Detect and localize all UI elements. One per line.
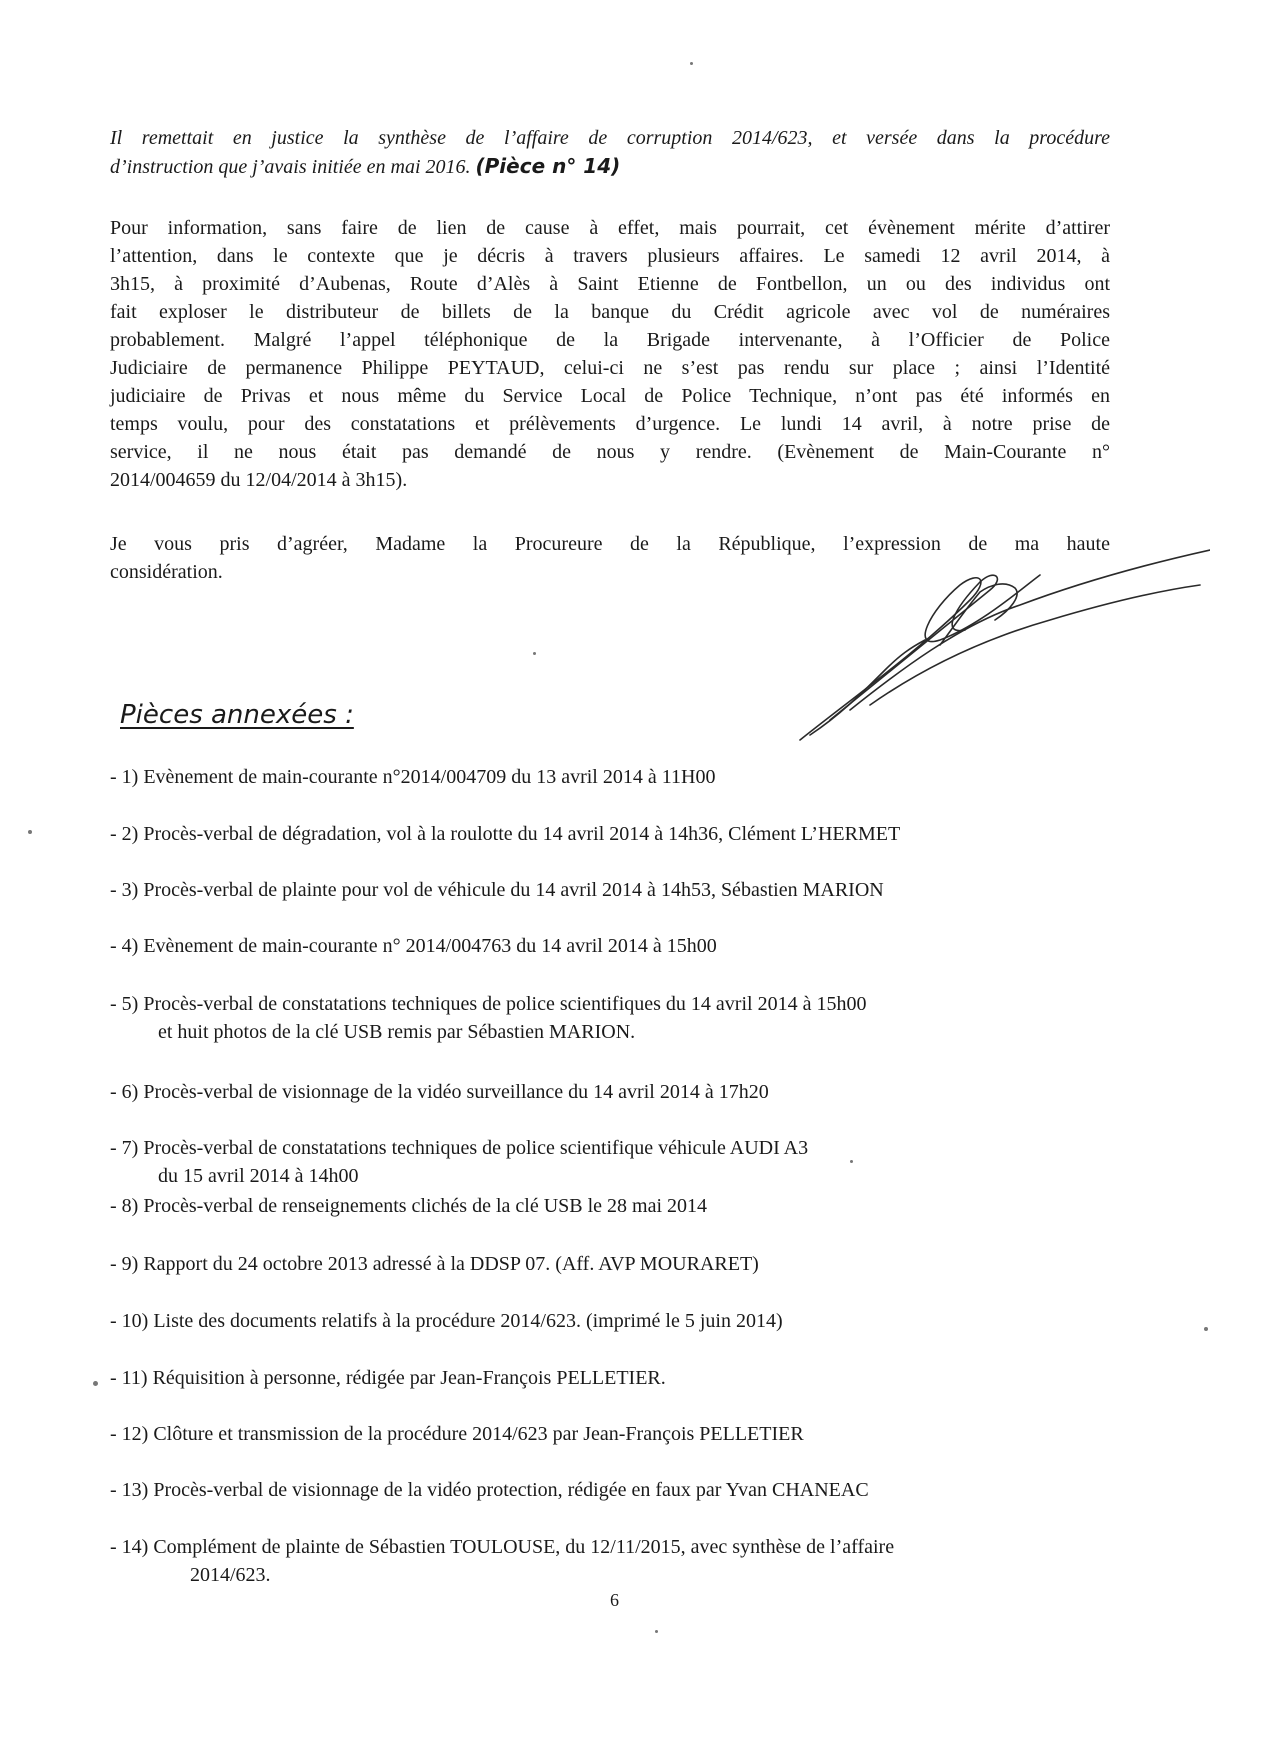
annex-item-line: - 10) Liste des documents relatifs à la procédure 2014/623. (imprimé le 5 juin 2014) [110, 1310, 783, 1332]
scan-speck [850, 1160, 853, 1163]
scan-speck [28, 830, 32, 834]
scan-speck [533, 652, 536, 655]
closing-line-1: Je vous pris d’agréer, Madame la Procureure de la République, l’expression de ma haute [110, 533, 1110, 555]
annex-item-line: - 7) Procès-verbal de constatations techniques de police scientifique véhicule AUDI A3 [110, 1137, 809, 1159]
scan-speck [93, 1381, 98, 1386]
annex-item-line: - 11) Réquisition à personne, rédigée par Jean-François PELLETIER. [110, 1367, 666, 1389]
annex-item [110, 1192, 707, 1220]
annex-item-line: 2014/623. [190, 1564, 271, 1586]
annex-item [110, 990, 866, 1046]
annex-item [110, 763, 715, 791]
closing-line-2: considération. [110, 561, 223, 583]
annex-item-line: - 14) Complément de plainte de Sébastien TOULOUSE, du 12/11/2015, avec synthèse de l’affaire [110, 1536, 895, 1558]
information-paragraph [110, 214, 1110, 494]
annex-item-line: et huit photos de la clé USB remis par Sébastien MARION. [158, 1021, 636, 1043]
info-line-10: 2014/004659 du 12/04/2014 à 3h15). [110, 469, 408, 491]
annex-item [110, 1307, 783, 1335]
annexes-heading: Pièces annexées : [120, 700, 354, 730]
annex-item [110, 1364, 666, 1392]
intro-line-2 [110, 152, 1110, 181]
scan-speck [1204, 1327, 1208, 1331]
intro-paragraph [110, 124, 1110, 181]
page-number: 6 [610, 1590, 619, 1610]
annex-item [110, 1476, 869, 1504]
annex-item [110, 1078, 769, 1106]
annex-item-line: - 3) Procès-verbal de plainte pour vol de véhicule du 14 avril 2014 à 14h53, Sébastien MARION [110, 879, 884, 901]
annex-item [110, 1533, 894, 1589]
annex-item-line: - 8) Procès-verbal de renseignements clichés de la clé USB le 28 mai 2014 [110, 1195, 708, 1217]
annex-item-line: - 6) Procès-verbal de visionnage de la vidéo surveillance du 14 avril 2014 à 17h20 [110, 1081, 769, 1103]
annex-item-line: - 1) Evènement de main-courante n°2014/004709 du 13 avril 2014 à 11H00 [110, 766, 716, 788]
annex-item [110, 1420, 804, 1448]
annex-item-line: - 4) Evènement de main-courante n° 2014/004763 du 14 avril 2014 à 15h00 [110, 935, 717, 957]
piece-reference: (Pièce n° 14) [475, 154, 621, 178]
info-line-7: judiciaire de Privas et nous même du Service Local de Police Technique, n’ont pas été informés en [110, 385, 1110, 407]
annex-item-line: - 9) Rapport du 24 octobre 2013 adressé à la DDSP 07. (Aff. AVP MOURARET) [110, 1253, 759, 1275]
annex-item-line: du 15 avril 2014 à 14h00 [158, 1165, 359, 1187]
scan-speck [690, 62, 693, 65]
intro-line-1: Il remettait en justice la synthèse de l’affaire de corruption 2014/623, et versée dans la procédure [110, 127, 1110, 149]
info-line-6: Judiciaire de permanence Philippe PEYTAUD, celui-ci ne s’est pas rendu sur place ; ainsi l’Identité [110, 357, 1110, 379]
info-line-4: fait exploser le distributeur de billets de la banque du Crédit agricole avec vol de numéraires [110, 301, 1110, 323]
intro-line-2-text: d’instruction que j’avais initiée en mai 2016. [110, 156, 471, 178]
annex-item [110, 820, 900, 848]
handwritten-signature [790, 530, 1210, 750]
info-line-9: service, il ne nous était pas demandé de nous y rendre. (Evènement de Main-Courante n° [110, 441, 1110, 463]
annex-item [110, 876, 884, 904]
info-line-5: probablement. Malgré l’appel téléphonique de la Brigade intervenante, à l’Officier de Police [110, 329, 1110, 351]
annex-item [110, 932, 717, 960]
info-line-8: temps voulu, pour des constatations et prélèvements d’urgence. Le lundi 14 avril, à notre prise de [110, 413, 1110, 435]
annex-item-line: - 5) Procès-verbal de constatations techniques de police scientifiques du 14 avril 2014 à 15h00 [110, 993, 867, 1015]
scan-speck [655, 1630, 658, 1633]
annex-item-line: - 2) Procès-verbal de dégradation, vol à la roulotte du 14 avril 2014 à 14h36, Clément L’HERMET [110, 823, 901, 845]
info-line-2: l’attention, dans le contexte que je décris à travers plusieurs affaires. Le samedi 12 avril 2014, à [110, 245, 1110, 267]
annex-item-line: - 13) Procès-verbal de visionnage de la vidéo protection, rédigée en faux par Yvan CHANEAC [110, 1479, 869, 1501]
annex-item [110, 1134, 808, 1190]
annex-item [110, 1250, 759, 1278]
info-line-1: Pour information, sans faire de lien de cause à effet, mais pourrait, cet évènement mérite d’attirer [110, 217, 1110, 239]
annex-item-line: - 12) Clôture et transmission de la procédure 2014/623 par Jean-François PELLETIER [110, 1423, 804, 1445]
info-line-3: 3h15, à proximité d’Aubenas, Route d’Alès à Saint Etienne de Fontbellon, un ou des individus ont [110, 273, 1110, 295]
